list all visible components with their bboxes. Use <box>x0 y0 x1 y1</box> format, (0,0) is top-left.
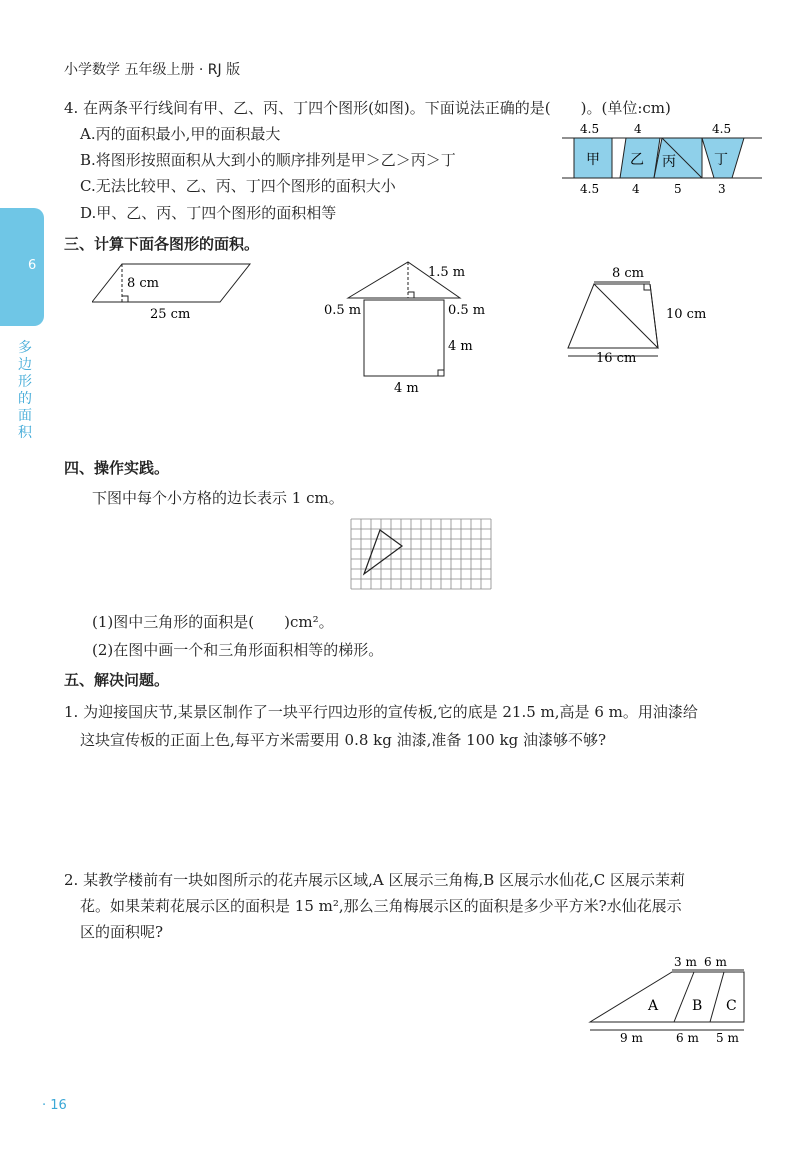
q4-option-b: B.将图形按照面积从大到小的顺序排列是甲＞乙＞丙＞丁 <box>80 151 456 169</box>
q4-option-c: C.无法比较甲、乙、丙、丁四个图形的面积大小 <box>80 177 396 195</box>
square-right-angle <box>438 370 444 376</box>
left-overhang-label: 0.5 m <box>324 303 362 318</box>
grid-figure <box>350 518 502 600</box>
chapter-number: 6 <box>28 258 37 273</box>
parallelogram <box>92 264 250 302</box>
triangle <box>568 284 658 348</box>
q4-option-d: D.甲、乙、丙、丁四个图形的面积相等 <box>80 204 337 222</box>
chapter-label: 多边形的面积 <box>18 340 32 441</box>
bottom-label-6m: 6 m <box>676 1031 699 1045</box>
base-label: 25 cm <box>150 307 191 322</box>
triangle-figure <box>562 264 722 368</box>
parallelogram-figure <box>92 262 262 324</box>
bottom-label: 4 m <box>394 381 419 396</box>
top-label-jia: 4.5 <box>580 122 600 136</box>
bottom-label-9m: 9 m <box>620 1031 643 1045</box>
q4-stem: 4. 在两条平行线间有甲、乙、丙、丁四个图形(如图)。下面说法正确的是( )。(单位:cm) <box>64 99 671 117</box>
problem-2-line-1: 2. 某教学楼前有一块如图所示的花卉展示区域,A 区展示三角梅,B 区展示水仙花,C 区展示茉莉 <box>64 871 686 889</box>
roof-height-label: 1.5 m <box>428 265 466 280</box>
bottom-label-ding: 3 <box>718 182 726 196</box>
bottom-label-5m: 5 m <box>716 1031 739 1045</box>
page-header: 小学数学 五年级上册 · RJ 版 <box>64 62 241 78</box>
bottom-label: 16 cm <box>596 351 637 366</box>
problem-1-line-2: 这块宣传板的正面上色,每平方米需要用 0.8 kg 油漆,准备 100 kg 油漆够不够? <box>80 731 607 749</box>
grid-intro: 下图中每个小方格的边长表示 1 cm。 <box>92 489 344 507</box>
problem-2-line-3: 区的面积呢? <box>80 923 164 941</box>
height-line <box>650 284 658 348</box>
grid-lines <box>351 519 491 589</box>
page-number: · 16 <box>42 1098 67 1113</box>
chapter-tab <box>0 208 44 326</box>
right-overhang-label: 0.5 m <box>448 303 486 318</box>
flower-bed-figure <box>586 952 756 1046</box>
divider-a-b <box>674 972 694 1022</box>
region-c-label: C <box>726 998 737 1014</box>
region-a-label: A <box>648 998 659 1014</box>
height-label: 8 cm <box>127 276 160 291</box>
section-4-title: 四、操作实践。 <box>64 459 170 477</box>
grid-triangle <box>364 530 402 574</box>
label-yi: 乙 <box>630 152 644 168</box>
label-bing: 丙 <box>662 154 676 170</box>
q4-option-a: A.丙的面积最小,甲的面积最大 <box>80 125 281 143</box>
right-angle-mark <box>122 296 128 302</box>
section-4-q2: (2)在图中画一个和三角形面积相等的梯形。 <box>92 641 384 659</box>
problem-1-line-1: 1. 为迎接国庆节,某景区制作了一块平行四边形的宣传板,它的底是 21.5 m,高是 6 m。用油漆给 <box>64 703 698 721</box>
side-label: 10 cm <box>666 307 707 322</box>
section-5-title: 五、解决问题。 <box>64 671 170 689</box>
top-label-6m: 6 m <box>704 955 727 969</box>
bottom-label-bing: 5 <box>674 182 682 196</box>
top-label-ding: 4.5 <box>712 122 732 136</box>
top-label: 8 cm <box>612 266 645 281</box>
q4-figure <box>562 118 762 200</box>
label-jia: 甲 <box>586 152 600 168</box>
region-b-label: B <box>692 998 703 1014</box>
bottom-label-jia: 4.5 <box>580 182 600 196</box>
section-3-title: 三、计算下面各图形的面积。 <box>64 235 260 253</box>
label-ding: 丁 <box>714 152 728 168</box>
top-label-3m: 3 m <box>674 955 697 969</box>
house-figure <box>322 258 502 398</box>
bottom-label-yi: 4 <box>632 182 640 196</box>
roof-right-angle <box>408 292 414 298</box>
square <box>364 300 444 376</box>
problem-2-line-2: 花。如果茉莉花展示区的面积是 15 m²,那么三角梅展示区的面积是多少平方米?水仙花展示 <box>80 897 682 915</box>
top-label-yi: 4 <box>634 122 642 136</box>
section-4-q1: (1)图中三角形的面积是( )cm²。 <box>92 613 334 631</box>
side-label: 4 m <box>448 339 473 354</box>
trapezoid <box>590 972 744 1022</box>
divider-b-c <box>710 972 724 1022</box>
top-right-angle <box>644 284 650 290</box>
